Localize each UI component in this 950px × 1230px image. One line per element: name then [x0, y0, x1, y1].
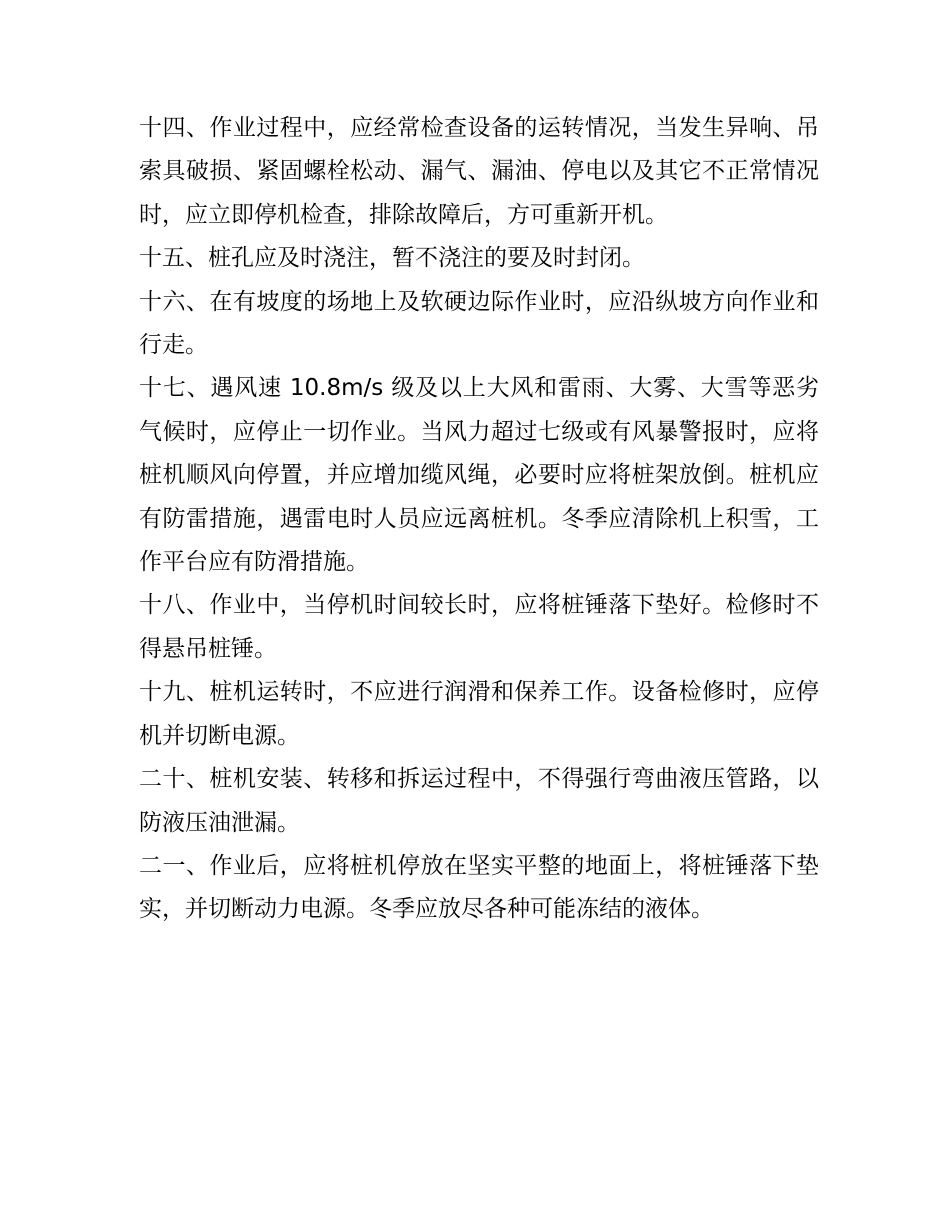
paragraph-19: 十九、桩机运转时，不应进行润滑和保养工作。设备检修时，应停机并切断电源。: [139, 679, 819, 749]
paragraph-14: 十四、作业过程中，应经常检查设备的运转情况，当发生异响、吊索具破损、紧固螺栓松动、漏气、漏油、停电以及其它不正常情况时，应立即停机检查，排除故障后，方可重新开机。: [139, 115, 819, 228]
paragraph-21: 二一、作业后，应将桩机停放在坚实平整的地面上，将桩锤落下垫实，并切断动力电源。冬季应放尽各种可能冻结的液体。: [139, 852, 819, 923]
document-body: [139, 107, 819, 932]
paragraph-16: 十六、在有坡度的场地上及软硬边际作业时，应沿纵坡方向作业和行走。: [139, 288, 819, 359]
paragraph-18: 十八、作业中，当停机时间较长时，应将桩锤落下垫好。检修时不得悬吊桩锤。: [139, 592, 819, 662]
paragraph-17: 十七、遇风速 10.8m/s 级及以上大风和雷雨、大雾、大雪等恶劣气候时，应停止一切作业。当风力超过七级或有风暴警报时，应将桩机顺风向停置，并应增加缆风绳，必要时应将桩架放倒。桩机应有防雷措施，遇雷电时人员应远离桩机。冬季应清除机上积雪，工作平台应有防滑措施。: [139, 375, 819, 576]
paragraph-15: 十五、桩孔应及时浇注，暂不浇注的要及时封闭。: [139, 245, 645, 272]
paragraph-20: 二十、桩机安装、转移和拆运过程中，不得强行弯曲液压管路，以防液压油泄漏。: [139, 766, 819, 836]
